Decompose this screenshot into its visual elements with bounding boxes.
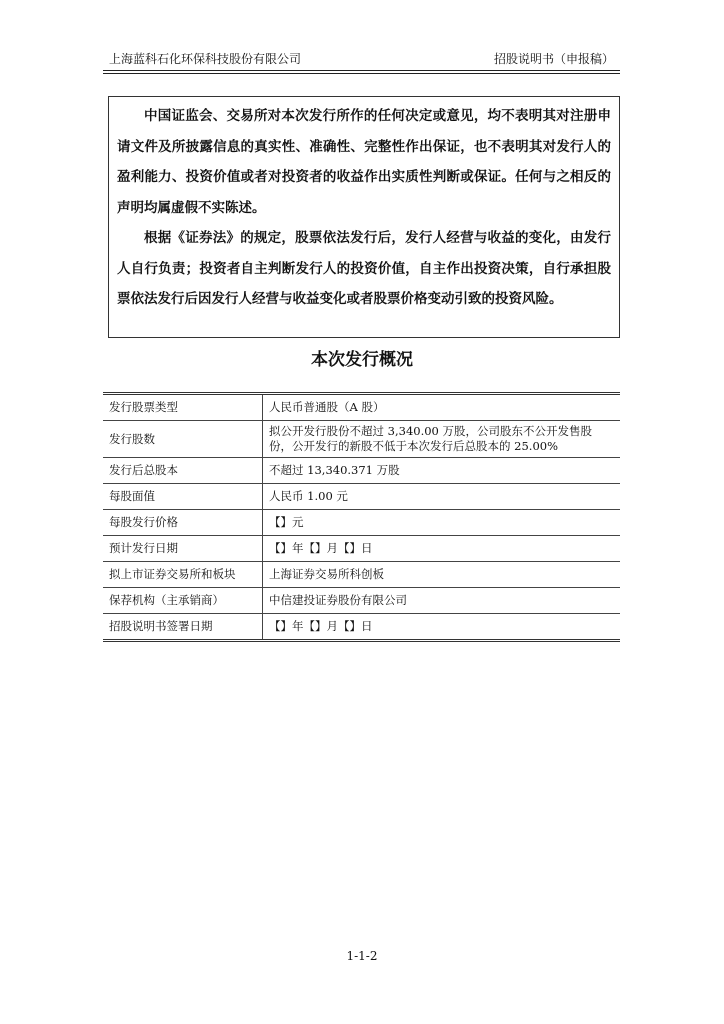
row-label: 保荐机构（主承销商） [103,588,263,614]
row-value: 人民币 1.00 元 [263,484,621,510]
disclaimer-box [108,96,620,338]
table-row [103,458,620,484]
row-value: 上海证券交易所科创板 [263,562,621,588]
row-label: 发行股票类型 [103,394,263,421]
row-value: 不超过 13,340.371 万股 [263,458,621,484]
row-value: 【】年【】月【】日 [263,536,621,562]
table-row [103,562,620,588]
table-row [103,394,620,421]
disclaimer-paragraph: 中国证监会、交易所对本次发行所作的任何决定或意见，均不表明其对注册申请文件及所披露信息的真实性、准确性、完整性作出保证，也不表明其对发行人的盈利能力、投资价值或者对投资者的收益作出实质性判断或保证。任何与之相反的声明均属虚假不实陈述。 [117,108,611,216]
row-label: 发行后总股本 [103,458,263,484]
offering-overview-table [103,392,620,642]
row-value: 人民币普通股（A 股） [263,394,621,421]
row-label: 发行股数 [103,421,263,458]
header-document-title: 招股说明书（申报稿） [493,52,614,66]
disclaimer-paragraph: 根据《证券法》的规定，股票依法发行后，发行人经营与收益的变化，由发行人自行负责；投资者自主判断发行人的投资价值，自主作出投资决策，自行承担股票依法发行后因发行人经营与收益变化或者股票价格变动引致的投资风险。 [117,230,611,307]
row-value: 【】年【】月【】日 [263,614,621,641]
row-value: 拟公开发行股份不超过 3,340.00 万股，公司股东不公开发售股份，公开发行的新股不低于本次发行后总股本的 25.00% [263,421,621,458]
table-row [103,614,620,641]
row-label: 预计发行日期 [103,536,263,562]
table-row [103,421,620,458]
header-divider [103,73,620,74]
row-value: 【】元 [263,510,621,536]
section-title: 本次发行概况 [311,350,413,370]
table-row [103,510,620,536]
row-value: 中信建投证券股份有限公司 [263,588,621,614]
page-number: 1-1-2 [346,949,378,963]
header-company-name: 上海蓝科石化环保科技股份有限公司 [109,52,302,66]
row-label: 拟上市证券交易所和板块 [103,562,263,588]
row-label: 每股面值 [103,484,263,510]
table-row [103,536,620,562]
table-row [103,588,620,614]
row-label: 招股说明书签署日期 [103,614,263,641]
table-row [103,484,620,510]
row-label: 每股发行价格 [103,510,263,536]
page-header [103,50,620,71]
